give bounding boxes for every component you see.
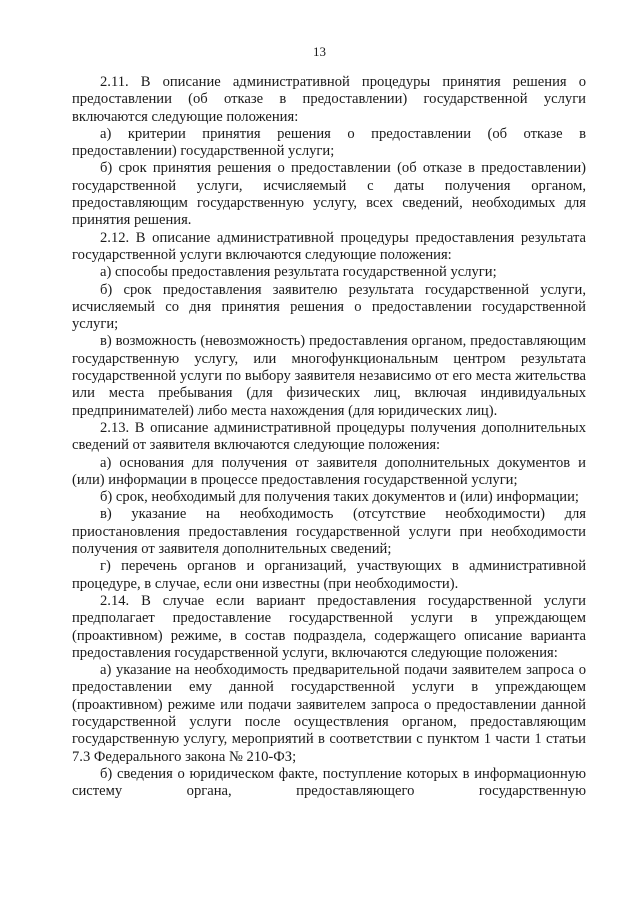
paragraph-2-12-b: б) срок предоставления заявителю результата государственной услуги, исчисляемый со дня принятия решения о предоставлении государственной услуги; bbox=[72, 281, 586, 333]
paragraph-2-13-g: г) перечень органов и организаций, участвующих в административной процедуре, в случае, если они известны (при необходимости). bbox=[72, 558, 586, 592]
paragraph-2-14-a: а) указание на необходимость предварительной подачи заявителем запроса о предоставлении ему данной государственной услуги в упреждающем (проактивном) режиме или подачи заявителем запроса о предоставлении данной государственной услуги после осуществления органом, предоставляющим государственную услугу, мероприятий в соответствии с пунктом 1 части 1 статьи 7.3 Федерального закона № 210-ФЗ; bbox=[72, 662, 586, 765]
paragraph-2-12-a: а) способы предоставления результата государственной услуги; bbox=[100, 264, 497, 281]
document-body bbox=[72, 74, 586, 800]
paragraph-2-11-a: а) критерии принятия решения о предоставлении (об отказе в предоставлении) государственной услуги; bbox=[72, 125, 586, 160]
paragraph-2-12-v: в) возможность (невозможность) предоставления органом, предоставляющим государственную услугу, или многофункциональным центром результата государственной услуги по выбору заявителя независимо от его места жительства или места пребывания (для физических лиц, включая индивидуальных предпринимателей) либо места нахождения (для юридических лиц). bbox=[72, 333, 586, 419]
paragraph-2-13-v: в) указание на необходимость (отсутствие необходимости) для приостановления предоставления государственной услуги при необходимости получения от заявителя дополнительных сведений; bbox=[72, 506, 586, 558]
paragraph-2-14-b: б) сведения о юридическом факте, поступление которых в информационную систему органа, предоставляющего государственную bbox=[72, 765, 586, 800]
paragraph-2-11-b: б) срок принятия решения о предоставлении (об отказе в предоставлении) государственной услуги, исчисляемый с даты получения органом, предоставляющим государственную услугу, всех сведений, необходимых для принятия решения. bbox=[72, 160, 586, 229]
paragraph-2-12: 2.12. В описание административной процедуры предоставления результата государственной услуги включаются следующие положения: bbox=[72, 229, 586, 263]
paragraph-2-13-b: б) срок, необходимый для получения таких документов и (или) информации; bbox=[100, 489, 579, 506]
paragraph-2-14: 2.14. В случае если вариант предоставления государственной услуги предполагает предоставление государственной услуги в упреждающем (проактивном) режиме, в состав подраздела, содержащего описание варианта предоставления государственной услуги, включаются следующие положения: bbox=[72, 592, 586, 661]
paragraph-2-13-a: а) основания для получения от заявителя дополнительных документов и (или) информации в процессе предоставления государственной услуги; bbox=[72, 454, 586, 488]
paragraph-2-13: 2.13. В описание административной процедуры получения дополнительных сведений от заявителя включаются следующие положения: bbox=[72, 419, 586, 454]
paragraph-2-11: 2.11. В описание административной процедуры принятия решения о предоставлении (об отказе в предоставлении) государственной услуги включаются следующие положения: bbox=[72, 74, 586, 125]
page-number: 13 bbox=[313, 44, 326, 59]
